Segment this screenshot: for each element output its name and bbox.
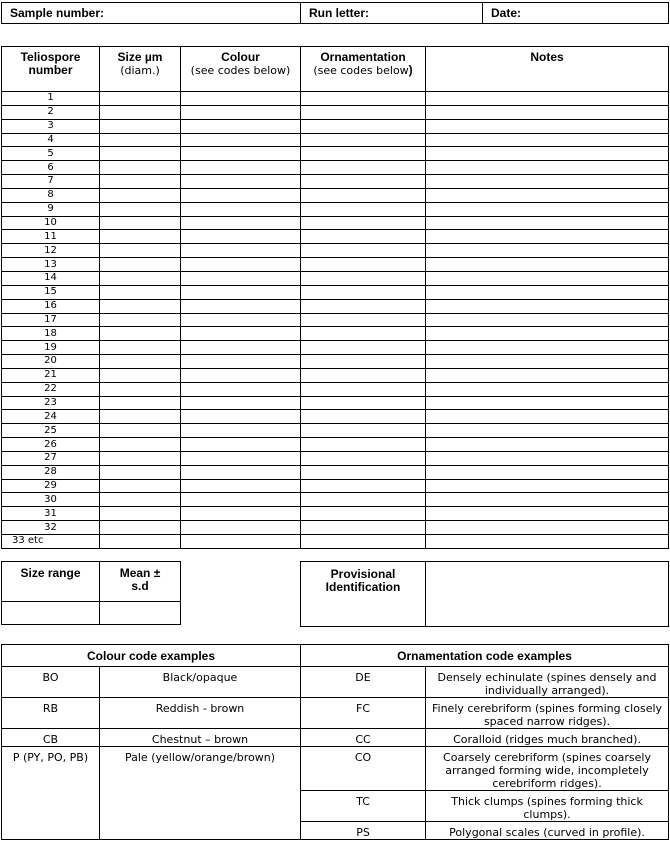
colour-cell[interactable] <box>181 230 301 244</box>
teliospore-number-cell: 27 <box>2 451 100 465</box>
colour-cell[interactable] <box>181 188 301 202</box>
size-cell[interactable] <box>100 133 181 147</box>
date-label[interactable]: Date: <box>483 3 669 24</box>
size-cell[interactable] <box>100 230 181 244</box>
notes-cell[interactable] <box>426 216 669 230</box>
ornamentation-cell[interactable] <box>301 133 426 147</box>
colour-cell[interactable] <box>181 507 301 521</box>
colour-cell[interactable] <box>181 451 301 465</box>
notes-cell[interactable] <box>426 327 669 341</box>
ornament-desc: Coralloid (ridges much branched). <box>426 729 669 747</box>
size-cell[interactable] <box>100 285 181 299</box>
col-colour: Colour (see codes below) <box>181 47 301 92</box>
ornamentation-cell[interactable] <box>301 479 426 493</box>
table-row <box>2 327 669 341</box>
notes-cell[interactable] <box>426 161 669 175</box>
teliospore-number-cell: 15 <box>2 285 100 299</box>
colour-desc: Reddish - brown <box>100 698 301 729</box>
ornamentation-cell[interactable] <box>301 327 426 341</box>
teliospore-number-cell: 20 <box>2 355 100 369</box>
colour-cell[interactable] <box>181 105 301 119</box>
ornament-desc: Polygonal scales (curved in profile). <box>426 822 669 840</box>
ornament-desc: Thick clumps (spines forming thick clumps). <box>426 791 669 822</box>
table-row <box>2 382 669 396</box>
colour-desc: Pale (yellow/orange/brown) <box>100 747 301 840</box>
teliospore-number-cell: 9 <box>2 202 100 216</box>
size-cell[interactable] <box>100 161 181 175</box>
colour-cell[interactable] <box>181 258 301 272</box>
colour-cell[interactable] <box>181 92 301 106</box>
ornamentation-cell[interactable] <box>301 244 426 258</box>
ornamentation-cell[interactable] <box>301 285 426 299</box>
ornament-desc: Finely cerebriform (spines forming closely spaced narrow ridges). <box>426 698 669 729</box>
teliospore-number-cell: 33 etc <box>2 535 100 549</box>
table-row <box>2 479 669 493</box>
colour-cell[interactable] <box>181 244 301 258</box>
ornamentation-cell[interactable] <box>301 92 426 106</box>
table-row <box>2 368 669 382</box>
teliospore-number-cell: 5 <box>2 147 100 161</box>
ornamentation-cell[interactable] <box>301 175 426 189</box>
size-cell[interactable] <box>100 451 181 465</box>
colour-cell[interactable] <box>181 410 301 424</box>
table-row <box>2 133 669 147</box>
ornament-desc: Densely echinulate (spines densely and individually arranged). <box>426 667 669 698</box>
identification-table <box>300 561 669 627</box>
notes-cell[interactable] <box>426 438 669 452</box>
teliospore-rows <box>2 92 669 549</box>
table-row <box>2 465 669 479</box>
notes-cell[interactable] <box>426 188 669 202</box>
notes-cell[interactable] <box>426 382 669 396</box>
table-row <box>2 299 669 313</box>
size-cell[interactable] <box>100 507 181 521</box>
notes-cell[interactable] <box>426 175 669 189</box>
notes-cell[interactable] <box>426 230 669 244</box>
ornament-code: CC <box>301 729 426 747</box>
size-cell[interactable] <box>100 92 181 106</box>
size-cell[interactable] <box>100 368 181 382</box>
table-row <box>2 451 669 465</box>
ornamentation-cell[interactable] <box>301 230 426 244</box>
size-range-label: Size range <box>2 562 100 602</box>
notes-cell[interactable] <box>426 202 669 216</box>
size-cell[interactable] <box>100 105 181 119</box>
teliospore-number-cell: 32 <box>2 521 100 535</box>
colour-cell[interactable] <box>181 119 301 133</box>
teliospore-number-cell: 19 <box>2 341 100 355</box>
table-row <box>2 424 669 438</box>
colour-desc: Black/opaque <box>100 667 301 698</box>
notes-cell[interactable] <box>426 451 669 465</box>
table-row <box>2 188 669 202</box>
table-row <box>2 119 669 133</box>
size-cell[interactable] <box>100 535 181 549</box>
provisional-identification-label: Provisional Identification <box>301 562 426 627</box>
colour-cell[interactable] <box>181 535 301 549</box>
table-row <box>2 521 669 535</box>
ornamentation-cell[interactable] <box>301 438 426 452</box>
notes-cell[interactable] <box>426 119 669 133</box>
teliospore-number-cell: 22 <box>2 382 100 396</box>
ornamentation-cell[interactable] <box>301 202 426 216</box>
notes-cell[interactable] <box>426 271 669 285</box>
notes-cell[interactable] <box>426 355 669 369</box>
teliospore-number-cell: 31 <box>2 507 100 521</box>
col-notes: Notes <box>426 47 669 92</box>
ornamentation-cell[interactable] <box>301 382 426 396</box>
colour-cell[interactable] <box>181 382 301 396</box>
colour-cell[interactable] <box>181 133 301 147</box>
ornamentation-cell[interactable] <box>301 368 426 382</box>
notes-cell[interactable] <box>426 341 669 355</box>
table-row <box>2 285 669 299</box>
teliospore-number-cell: 17 <box>2 313 100 327</box>
teliospore-number-cell: 13 <box>2 258 100 272</box>
notes-cell[interactable] <box>426 493 669 507</box>
teliospore-table <box>1 46 669 549</box>
size-cell[interactable] <box>100 521 181 535</box>
ornamentation-cell[interactable] <box>301 119 426 133</box>
ornamentation-cell[interactable] <box>301 299 426 313</box>
teliospore-number-cell: 3 <box>2 119 100 133</box>
table-row <box>2 230 669 244</box>
table-row <box>2 202 669 216</box>
table-row <box>2 161 669 175</box>
teliospore-number-cell: 11 <box>2 230 100 244</box>
colour-code: CB <box>2 729 100 747</box>
ornamentation-cell[interactable] <box>301 313 426 327</box>
ornamentation-cell[interactable] <box>301 188 426 202</box>
colour-cell[interactable] <box>181 327 301 341</box>
ornamentation-cell[interactable] <box>301 258 426 272</box>
ornamentation-cell[interactable] <box>301 465 426 479</box>
ornamentation-cell[interactable] <box>301 493 426 507</box>
ornamentation-cell[interactable] <box>301 341 426 355</box>
table-row <box>2 313 669 327</box>
table-row <box>2 535 669 549</box>
col-ornamentation: Ornamentation (see codes below) <box>301 47 426 92</box>
sample-number-label[interactable]: Sample number: <box>2 3 301 24</box>
notes-cell[interactable] <box>426 313 669 327</box>
colour-cell[interactable] <box>181 396 301 410</box>
notes-cell[interactable] <box>426 535 669 549</box>
size-cell[interactable] <box>100 299 181 313</box>
size-cell[interactable] <box>100 313 181 327</box>
teliospore-number-cell: 29 <box>2 479 100 493</box>
colour-cell[interactable] <box>181 161 301 175</box>
teliospore-number-cell: 4 <box>2 133 100 147</box>
teliospore-number-cell: 8 <box>2 188 100 202</box>
notes-cell[interactable] <box>426 299 669 313</box>
ornamentation-cell[interactable] <box>301 410 426 424</box>
notes-cell[interactable] <box>426 521 669 535</box>
size-cell[interactable] <box>100 147 181 161</box>
colour-cell[interactable] <box>181 424 301 438</box>
ornamentation-cell[interactable] <box>301 451 426 465</box>
ornament-desc: Coarsely cerebriform (spines coarsely arranged forming wide, incompletely cerebriform ridges). <box>426 747 669 791</box>
colour-cell[interactable] <box>181 438 301 452</box>
teliospore-number-cell: 1 <box>2 92 100 106</box>
size-cell[interactable] <box>100 188 181 202</box>
size-cell[interactable] <box>100 327 181 341</box>
size-cell[interactable] <box>100 493 181 507</box>
size-cell[interactable] <box>100 479 181 493</box>
ornamentation-cell[interactable] <box>301 424 426 438</box>
notes-cell[interactable] <box>426 396 669 410</box>
ornamentation-cell[interactable] <box>301 161 426 175</box>
colour-code-header: Colour code examples <box>2 645 301 667</box>
colour-cell[interactable] <box>181 465 301 479</box>
size-cell[interactable] <box>100 271 181 285</box>
ornamentation-cell[interactable] <box>301 355 426 369</box>
size-cell[interactable] <box>100 258 181 272</box>
colour-code: P (PY, PO, PB) <box>2 747 100 840</box>
notes-cell[interactable] <box>426 424 669 438</box>
table-row <box>2 507 669 521</box>
table-row <box>2 175 669 189</box>
teliospore-number-cell: 12 <box>2 244 100 258</box>
table-row <box>2 258 669 272</box>
mean-sd-input[interactable] <box>100 602 181 625</box>
size-cell[interactable] <box>100 396 181 410</box>
header-table <box>1 2 669 24</box>
colour-cell[interactable] <box>181 216 301 230</box>
table-row <box>2 396 669 410</box>
teliospore-number-cell: 25 <box>2 424 100 438</box>
table-row <box>2 410 669 424</box>
teliospore-number-cell: 24 <box>2 410 100 424</box>
ornament-code: PS <box>301 822 426 840</box>
colour-cell[interactable] <box>181 175 301 189</box>
table-row <box>2 341 669 355</box>
colour-cell[interactable] <box>181 271 301 285</box>
teliospore-number-cell: 28 <box>2 465 100 479</box>
table-row <box>2 105 669 119</box>
size-cell[interactable] <box>100 119 181 133</box>
notes-cell[interactable] <box>426 479 669 493</box>
colour-cell[interactable] <box>181 493 301 507</box>
colour-cell[interactable] <box>181 202 301 216</box>
notes-cell[interactable] <box>426 410 669 424</box>
notes-cell[interactable] <box>426 244 669 258</box>
colour-cell[interactable] <box>181 368 301 382</box>
ornamentation-cell[interactable] <box>301 105 426 119</box>
teliospore-number-cell: 21 <box>2 368 100 382</box>
ornament-code: DE <box>301 667 426 698</box>
ornament-code: FC <box>301 698 426 729</box>
colour-cell[interactable] <box>181 355 301 369</box>
teliospore-number-cell: 23 <box>2 396 100 410</box>
provisional-identification-input[interactable] <box>426 562 669 627</box>
teliospore-number-cell: 18 <box>2 327 100 341</box>
colour-code: RB <box>2 698 100 729</box>
ornament-code: TC <box>301 791 426 822</box>
teliospore-number-cell: 10 <box>2 216 100 230</box>
size-cell[interactable] <box>100 202 181 216</box>
size-cell[interactable] <box>100 216 181 230</box>
run-letter-label[interactable]: Run letter: <box>301 3 483 24</box>
size-cell[interactable] <box>100 244 181 258</box>
ornamentation-cell[interactable] <box>301 535 426 549</box>
colour-cell[interactable] <box>181 147 301 161</box>
teliospore-number-cell: 26 <box>2 438 100 452</box>
teliospore-number-cell: 16 <box>2 299 100 313</box>
teliospore-number-cell: 30 <box>2 493 100 507</box>
ornamentation-cell[interactable] <box>301 396 426 410</box>
table-row <box>2 271 669 285</box>
size-cell[interactable] <box>100 175 181 189</box>
size-cell[interactable] <box>100 465 181 479</box>
table-row <box>2 216 669 230</box>
notes-cell[interactable] <box>426 507 669 521</box>
table-row <box>2 244 669 258</box>
notes-cell[interactable] <box>426 147 669 161</box>
col-size: Size µm (diam.) <box>100 47 181 92</box>
teliospore-number-cell: 2 <box>2 105 100 119</box>
ornamentation-code-header: Ornamentation code examples <box>301 645 669 667</box>
notes-cell[interactable] <box>426 92 669 106</box>
size-cell[interactable] <box>100 410 181 424</box>
colour-code: BO <box>2 667 100 698</box>
size-cell[interactable] <box>100 355 181 369</box>
notes-cell[interactable] <box>426 285 669 299</box>
notes-cell[interactable] <box>426 258 669 272</box>
table-row <box>2 92 669 106</box>
teliospore-number-cell: 14 <box>2 271 100 285</box>
table-row <box>2 147 669 161</box>
size-cell[interactable] <box>100 424 181 438</box>
size-cell[interactable] <box>100 382 181 396</box>
codes-table <box>1 644 669 840</box>
table-row <box>2 355 669 369</box>
colour-cell[interactable] <box>181 285 301 299</box>
size-cell[interactable] <box>100 438 181 452</box>
notes-cell[interactable] <box>426 133 669 147</box>
table-row <box>2 493 669 507</box>
colour-cell[interactable] <box>181 299 301 313</box>
teliospore-number-cell: 6 <box>2 161 100 175</box>
colour-cell[interactable] <box>181 521 301 535</box>
teliospore-number-cell: 7 <box>2 175 100 189</box>
ornamentation-cell[interactable] <box>301 216 426 230</box>
table-row <box>2 438 669 452</box>
mean-sd-label: Mean ± s.d <box>100 562 181 602</box>
colour-cell[interactable] <box>181 341 301 355</box>
colour-desc: Chestnut – brown <box>100 729 301 747</box>
notes-cell[interactable] <box>426 465 669 479</box>
ornamentation-cell[interactable] <box>301 271 426 285</box>
ornamentation-cell[interactable] <box>301 147 426 161</box>
ornamentation-cell[interactable] <box>301 521 426 535</box>
notes-cell[interactable] <box>426 105 669 119</box>
col-teliospore-number: Teliospore number <box>2 47 100 92</box>
size-cell[interactable] <box>100 341 181 355</box>
size-summary-table <box>1 561 181 625</box>
colour-cell[interactable] <box>181 479 301 493</box>
size-range-input[interactable] <box>2 602 100 625</box>
notes-cell[interactable] <box>426 368 669 382</box>
colour-cell[interactable] <box>181 313 301 327</box>
ornament-code: CO <box>301 747 426 791</box>
ornamentation-cell[interactable] <box>301 507 426 521</box>
